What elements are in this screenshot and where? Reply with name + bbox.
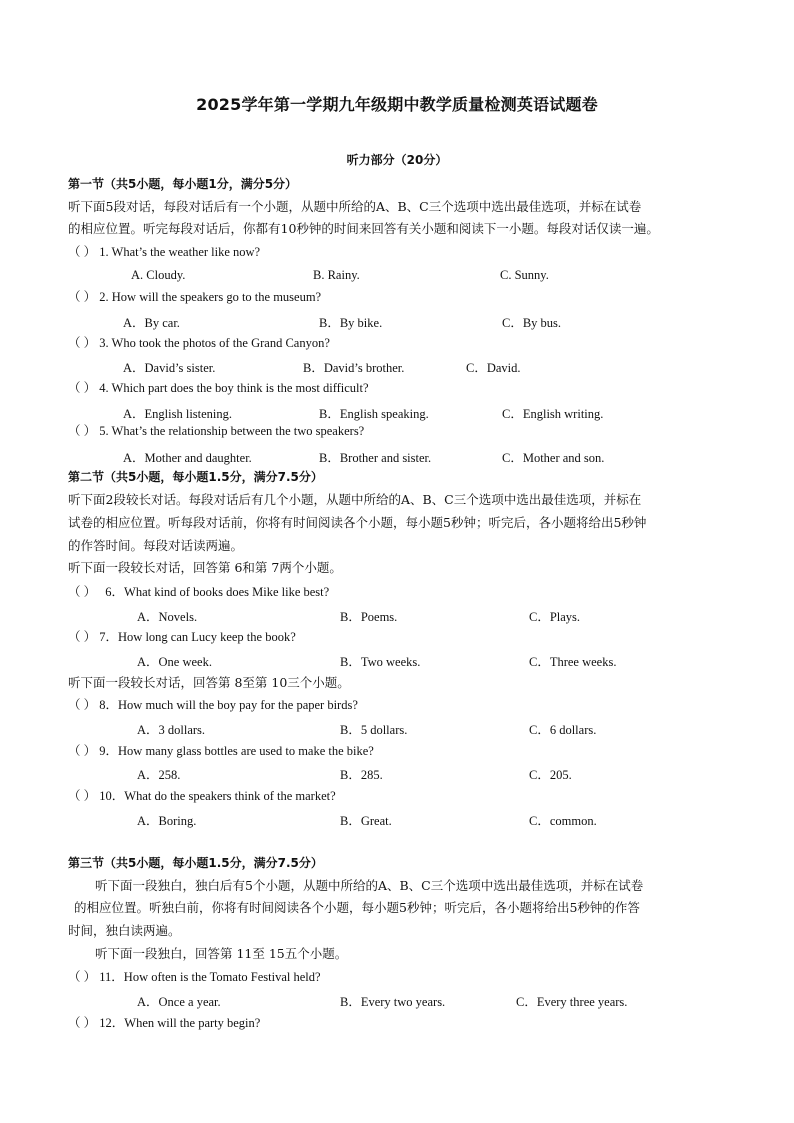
question-7 xyxy=(68,629,296,645)
section1-heading: 第一节（共5小题，每小题1分，满分5分） xyxy=(68,177,298,191)
option-a: A．Boring. xyxy=(137,814,197,828)
answer-blank[interactable]: （ ） xyxy=(68,1016,97,1030)
question-text: 10．What do the speakers think of the market? xyxy=(99,789,336,803)
question-text: 3. Who took the photos of the Grand Canyon? xyxy=(99,336,330,350)
question-text: 5. What’s the relationship between the two speakers? xyxy=(99,424,365,438)
option-c: C．6 dollars. xyxy=(529,723,597,737)
option-b: B．English speaking. xyxy=(319,407,429,421)
option-c: C. Sunny. xyxy=(500,268,549,282)
question-text: 12．When will the party begin? xyxy=(99,1016,261,1030)
section2-subheading-1: 听下面一段较长对话，回答第 6和第 7两个小题。 xyxy=(68,560,342,575)
option-a: A．English listening. xyxy=(123,407,233,421)
question-9 xyxy=(68,743,374,759)
option-b: B．Great. xyxy=(340,814,392,828)
option-a: A．Mother and daughter. xyxy=(123,451,252,465)
section2-instruction-line2: 试卷的相应位置。听每段对话前，你将有时间阅读各个小题，每小题5秒钟；听完后，各小题将给出5秒钟 xyxy=(68,515,647,530)
option-c: C．By bus. xyxy=(502,316,562,330)
section2-instruction-line3: 的作答时间。每段对话读两遍。 xyxy=(68,538,244,553)
section3-instruction-line1: 听下面一段独白，独白后有5个小题，从题中所给的A、B、C三个选项中选出最佳选项，并标在试卷 xyxy=(95,878,644,893)
option-a: A．Novels. xyxy=(137,610,198,624)
section2-instruction-line1: 听下面2段较长对话。每段对话后有几个小题，从题中所给的A、B、C三个选项中选出最佳选项，并标在 xyxy=(68,492,642,507)
question-text: 4. Which part does the boy think is the most difficult? xyxy=(99,381,369,395)
option-c: C．common. xyxy=(529,814,597,828)
answer-blank[interactable]: （ ） xyxy=(68,336,97,350)
option-a: A．3 dollars. xyxy=(137,723,206,737)
option-a: A．David’s sister. xyxy=(123,361,216,375)
option-a: A．One week. xyxy=(137,655,212,669)
option-b: B．Two weeks. xyxy=(340,655,421,669)
question-12 xyxy=(68,1015,260,1031)
section1-instruction-line2: 的相应位置。听完每段对话后，你都有10秒钟的时间来回答有关小题和阅读下一小题。每段对话仅读一遍。 xyxy=(68,221,659,236)
question-text: 11．How often is the Tomato Festival held? xyxy=(99,970,321,984)
question-text: 7．How long can Lucy keep the book? xyxy=(99,630,296,644)
question-8 xyxy=(68,697,358,713)
answer-blank[interactable]: （ ） xyxy=(68,789,97,803)
option-c: C．Three weeks. xyxy=(529,655,617,669)
option-a: A．Once a year. xyxy=(137,995,221,1009)
option-b: B．285. xyxy=(340,768,383,782)
question-2 xyxy=(68,289,321,305)
answer-blank[interactable]: （ ） xyxy=(68,970,97,984)
section1-instruction-line1: 听下面5段对话，每段对话后有一个小题，从题中所给的A、B、C三个选项中选出最佳选项，并标在试卷 xyxy=(68,199,642,214)
question-5 xyxy=(68,423,364,439)
answer-blank[interactable]: （ ） xyxy=(68,630,97,644)
answer-blank[interactable]: （ ） xyxy=(68,381,97,395)
section2-heading: 第二节（共5小题，每小题1.5分，满分7.5分） xyxy=(68,470,323,484)
question-11 xyxy=(68,969,321,985)
question-text: 9．How many glass bottles are used to make the bike? xyxy=(99,744,374,758)
section3-instruction-line2: 的相应位置。听独白前，你将有时间阅读各个小题，每小题5秒钟；听完后，各小题将给出5秒钟的作答 xyxy=(74,900,640,915)
option-a: A．258. xyxy=(137,768,181,782)
question-3 xyxy=(68,335,330,351)
option-b: B．By bike. xyxy=(319,316,383,330)
option-b: B．David’s brother. xyxy=(303,361,405,375)
answer-blank[interactable]: （ ） xyxy=(68,698,97,712)
option-b: B. Rainy. xyxy=(313,268,360,282)
question-text: 8．How much will the boy pay for the paper birds? xyxy=(99,698,358,712)
option-b: B．Poems. xyxy=(340,610,398,624)
option-c: C．English writing. xyxy=(502,407,604,421)
option-b: B．Brother and sister. xyxy=(319,451,432,465)
option-b: B．5 dollars. xyxy=(340,723,408,737)
option-c: C．Plays. xyxy=(529,610,581,624)
page-title: 2025学年第一学期九年级期中教学质量检测英语试题卷 xyxy=(196,95,598,114)
option-a: A．By car. xyxy=(123,316,180,330)
section3-instruction-line3: 时间，独白读两遍。 xyxy=(68,923,181,938)
answer-blank[interactable]: （ ） xyxy=(68,744,97,758)
option-c: C．205. xyxy=(529,768,572,782)
option-a: A. Cloudy. xyxy=(131,268,186,282)
option-c: C．Every three years. xyxy=(516,995,628,1009)
answer-blank[interactable]: （ ） xyxy=(68,245,97,259)
question-text: 1. What’s the weather like now? xyxy=(99,245,261,259)
question-text: 2. How will the speakers go to the museum? xyxy=(99,290,322,304)
answer-blank[interactable]: （ ） xyxy=(68,424,97,438)
option-b: B．Every two years. xyxy=(340,995,446,1009)
question-4 xyxy=(68,380,369,396)
question-text: 6．What kind of books does Mike like best? xyxy=(105,585,330,599)
section3-heading: 第三节（共5小题，每小题1.5分，满分7.5分） xyxy=(68,856,323,870)
option-c: C．David. xyxy=(466,361,521,375)
answer-blank[interactable]: （ ） xyxy=(68,585,97,599)
answer-blank[interactable]: （ ） xyxy=(68,290,97,304)
question-10 xyxy=(68,788,336,804)
option-c: C．Mother and son. xyxy=(502,451,605,465)
question-6 xyxy=(68,584,329,600)
section3-subheading: 听下面一段独白，回答第 11至 15五个小题。 xyxy=(95,946,348,961)
question-1 xyxy=(68,244,260,260)
listening-header: 听力部分（20分） xyxy=(346,153,448,167)
section2-subheading-2: 听下面一段较长对话，回答第 8至第 10三个小题。 xyxy=(68,675,350,690)
